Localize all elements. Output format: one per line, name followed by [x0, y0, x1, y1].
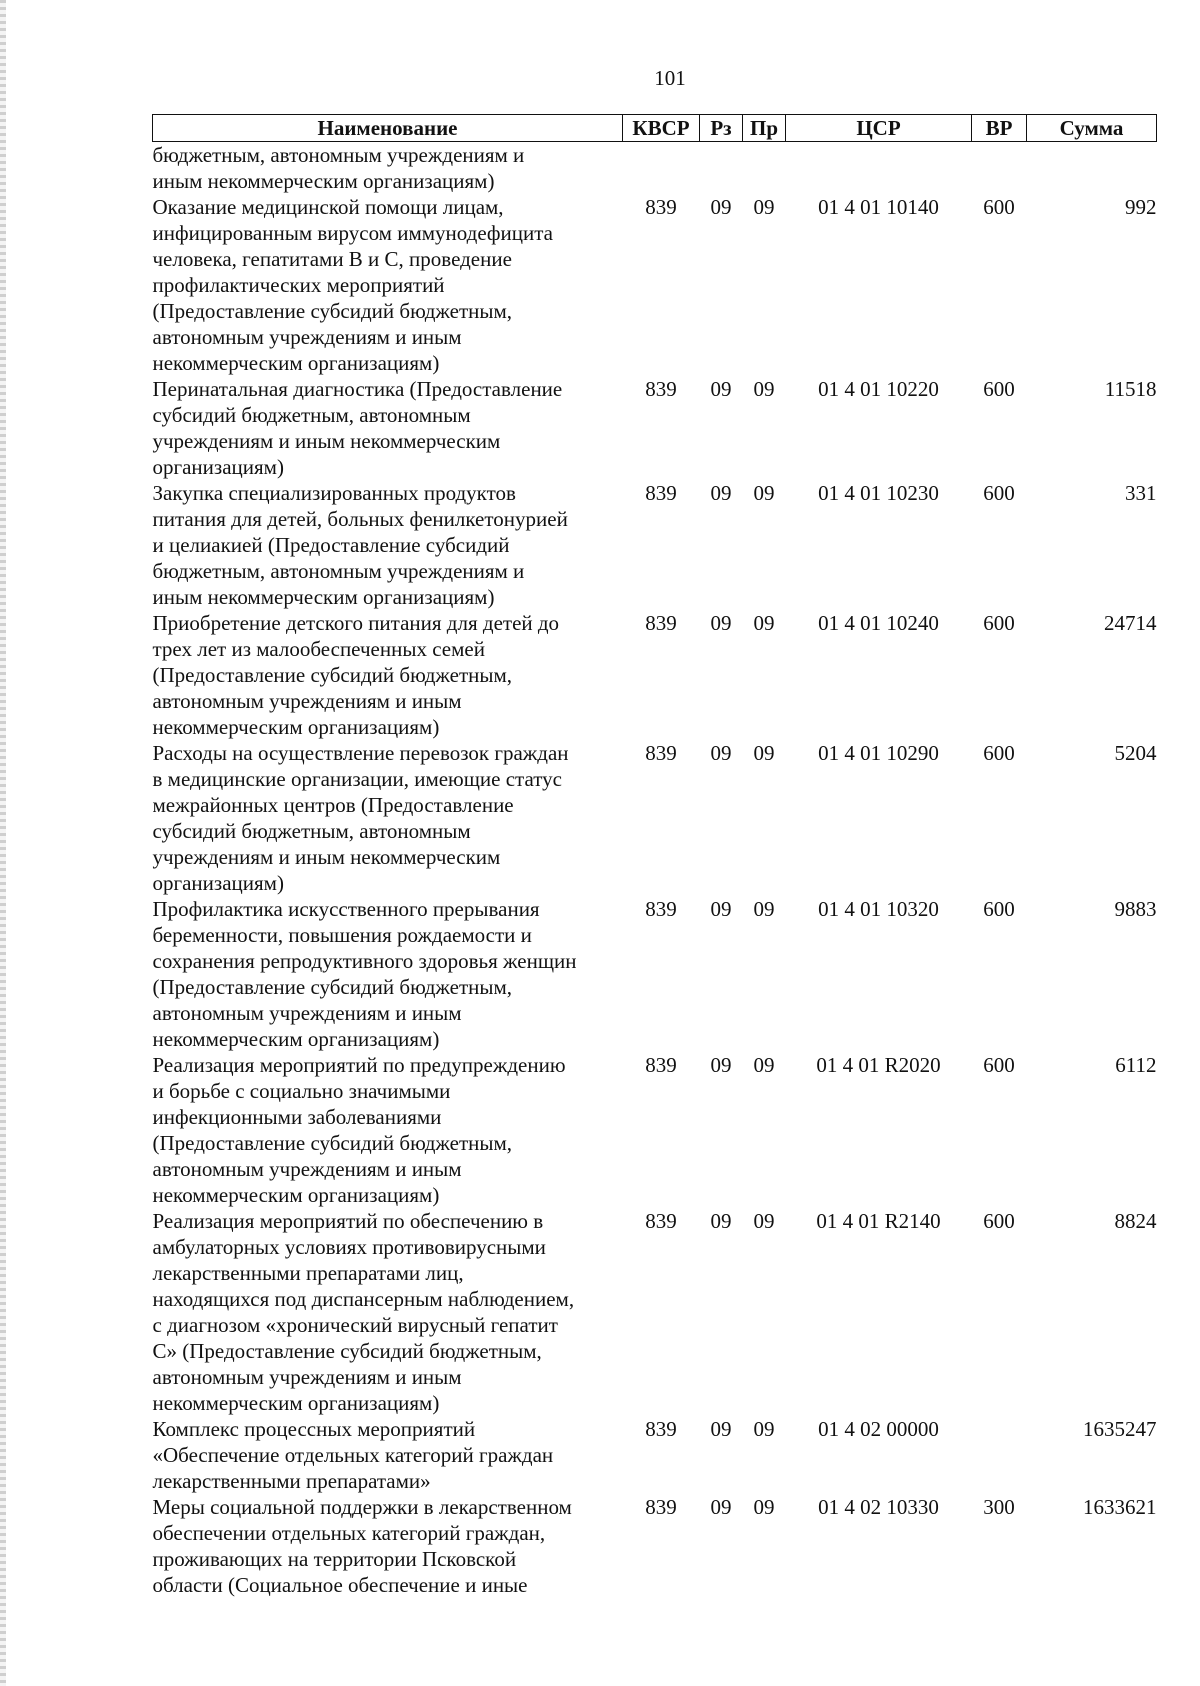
name-line: лекарственными препаратами»: [152, 1469, 431, 1493]
cell-vr: 600: [983, 1209, 1015, 1233]
cell-name: [153, 896, 623, 1052]
name-line: межрайонных центров (Предоставление: [152, 793, 514, 817]
name-line: (Предоставление субсидий бюджетным,: [152, 975, 513, 999]
cell-sum: 331: [1125, 481, 1157, 505]
cell-sum: 8824: [1114, 1209, 1157, 1233]
cell-csr: 01 4 01 10230: [818, 481, 939, 505]
cell-sum: 6112: [1115, 1053, 1157, 1077]
cell-sum: 24714: [1104, 611, 1157, 635]
cell-pr: 09: [753, 377, 775, 401]
cell-sum: 5204: [1114, 741, 1157, 765]
name-line: иным некоммерческим организациям): [152, 585, 495, 609]
cell-kvsr: 839: [645, 1209, 677, 1233]
name-line: обеспечении отдельных категорий граждан,: [152, 1521, 546, 1545]
cell-kvsr: 839: [645, 741, 677, 765]
name-line: автономным учреждениям и иным: [152, 1365, 462, 1389]
header-kvsr: КВСР: [623, 115, 700, 142]
name-line: субсидий бюджетным, автономным: [152, 403, 471, 427]
name-line: профилактических мероприятий: [152, 273, 445, 297]
name-line: сохранения репродуктивного здоровья женщин: [152, 949, 577, 973]
cell-sum: 1635247: [1083, 1417, 1157, 1441]
name-line: с диагнозом «хронический вирусный гепатит: [152, 1313, 558, 1337]
cell-csr: 01 4 01 10140: [818, 195, 939, 219]
name-line: Перинатальная диагностика (Предоставление: [152, 377, 563, 401]
name-line: С» (Предоставление субсидий бюджетным,: [152, 1339, 542, 1363]
table-row: [153, 376, 1157, 480]
cell-pr: 09: [753, 611, 775, 635]
name-line: беременности, повышения рождаемости и: [152, 923, 532, 947]
cell-rz: 09: [710, 377, 732, 401]
name-line: некоммерческим организациям): [152, 1183, 440, 1207]
name-line: инфекционными заболеваниями: [152, 1105, 442, 1129]
cell-sum: 9883: [1114, 897, 1157, 921]
name-line: и борьбе с социально значимыми: [152, 1079, 451, 1103]
name-line: Реализация мероприятий по предупреждению: [152, 1053, 566, 1077]
cell-vr: [972, 1416, 1027, 1494]
cell-kvsr: 839: [645, 1495, 677, 1519]
name-line: Профилактика искусственного прерывания: [152, 897, 540, 921]
table-body: [153, 142, 1157, 1599]
name-line: бюджетным, автономным учреждениям и: [152, 143, 525, 167]
cell-pr: 09: [753, 1495, 775, 1519]
cell-name: [153, 1052, 623, 1208]
cell-pr: 09: [753, 1209, 775, 1233]
cell-rz: 09: [710, 897, 732, 921]
cell-name: [153, 480, 623, 610]
cell-pr: [743, 142, 786, 195]
cell-rz: 09: [710, 1053, 732, 1077]
table-row: [153, 1052, 1157, 1208]
cell-kvsr: 839: [645, 377, 677, 401]
scan-edge: [0, 0, 6, 1686]
header-pr: Пр: [743, 115, 786, 142]
name-line: иным некоммерческим организациям): [152, 169, 495, 193]
cell-csr: 01 4 01 10240: [818, 611, 939, 635]
cell-csr: [786, 142, 972, 195]
cell-name: [153, 194, 623, 376]
name-line: организациям): [152, 871, 284, 895]
cell-sum: [1027, 142, 1157, 195]
name-line: (Предоставление субсидий бюджетным,: [152, 1131, 513, 1155]
cell-vr: 600: [983, 741, 1015, 765]
name-line: области (Социальное обеспечение и иные: [152, 1573, 528, 1597]
cell-rz: 09: [710, 1209, 732, 1233]
table-header: [153, 115, 1157, 142]
cell-vr: 600: [983, 897, 1015, 921]
name-line: Приобретение детского питания для детей до: [152, 611, 560, 635]
name-line: некоммерческим организациям): [152, 715, 440, 739]
name-line: автономным учреждениям и иным: [152, 325, 462, 349]
header-vr: ВР: [972, 115, 1027, 142]
table-row: [153, 1416, 1157, 1494]
header-name: Наименование: [153, 115, 623, 142]
cell-vr: [972, 142, 1027, 195]
page-number: 101: [654, 66, 686, 90]
cell-name: [153, 1416, 623, 1494]
cell-vr: 600: [983, 1053, 1015, 1077]
table-row: [153, 610, 1157, 740]
cell-pr: 09: [753, 481, 775, 505]
cell-csr: 01 4 01 R2140: [816, 1209, 941, 1233]
name-line: субсидий бюджетным, автономным: [152, 819, 471, 843]
cell-name: [153, 1494, 623, 1598]
name-line: Закупка специализированных продуктов: [152, 481, 516, 505]
name-line: некоммерческим организациям): [152, 1027, 440, 1051]
cell-rz: 09: [710, 1495, 732, 1519]
header-sum: Сумма: [1027, 115, 1157, 142]
name-line: и целиакией (Предоставление субсидий: [152, 533, 510, 557]
cell-sum: 11518: [1104, 377, 1157, 401]
table-row: [153, 1494, 1157, 1598]
cell-rz: 09: [710, 481, 732, 505]
name-line: автономным учреждениям и иным: [152, 1157, 462, 1181]
name-line: Расходы на осуществление перевозок граждан: [152, 741, 569, 765]
cell-kvsr: 839: [645, 481, 677, 505]
cell-name: [153, 142, 623, 195]
name-line: некоммерческим организациям): [152, 1391, 440, 1415]
header-rz: Рз: [700, 115, 743, 142]
cell-csr: 01 4 01 10290: [818, 741, 939, 765]
name-line: питания для детей, больных фенилкетонурией: [152, 507, 568, 531]
cell-rz: [700, 142, 743, 195]
name-line: Реализация мероприятий по обеспечению в: [152, 1209, 544, 1233]
name-line: учреждениям и иным некоммерческим: [152, 845, 501, 869]
name-line: трех лет из малообеспеченных семей: [152, 637, 485, 661]
header-csr: ЦСР: [786, 115, 972, 142]
table-row: [153, 480, 1157, 610]
cell-kvsr: [623, 142, 700, 195]
cell-csr: 01 4 01 R2020: [816, 1053, 941, 1077]
name-line: (Предоставление субсидий бюджетным,: [152, 299, 513, 323]
name-line: «Обеспечение отдельных категорий граждан: [152, 1443, 554, 1467]
name-line: проживающих на территории Псковской: [152, 1547, 517, 1571]
name-line: в медицинские организации, имеющие статус: [152, 767, 562, 791]
table-row: [153, 194, 1157, 376]
cell-pr: 09: [753, 195, 775, 219]
cell-name: [153, 1208, 623, 1416]
name-line: находящихся под диспансерным наблюдением,: [152, 1287, 575, 1311]
name-line: амбулаторных условиях противовирусными: [152, 1235, 546, 1259]
cell-rz: 09: [710, 741, 732, 765]
cell-csr: 01 4 01 10320: [818, 897, 939, 921]
header-row: [153, 115, 1157, 142]
cell-kvsr: 839: [645, 1053, 677, 1077]
cell-vr: 600: [983, 195, 1015, 219]
name-line: лекарственными препаратами лиц,: [152, 1261, 464, 1285]
table-row: [153, 896, 1157, 1052]
table-row: [153, 740, 1157, 896]
name-line: (Предоставление субсидий бюджетным,: [152, 663, 513, 687]
cell-name: [153, 376, 623, 480]
cell-csr: 01 4 02 10330: [818, 1495, 939, 1519]
name-line: автономным учреждениям и иным: [152, 689, 462, 713]
cell-rz: 09: [710, 1417, 732, 1441]
cell-name: [153, 740, 623, 896]
name-line: учреждениям и иным некоммерческим: [152, 429, 501, 453]
cell-sum: 1633621: [1083, 1495, 1157, 1519]
name-line: некоммерческим организациям): [152, 351, 440, 375]
cell-pr: 09: [753, 897, 775, 921]
name-line: Меры социальной поддержки в лекарственном: [152, 1495, 572, 1519]
name-line: инфицированным вирусом иммунодефицита: [152, 221, 554, 245]
cell-rz: 09: [710, 195, 732, 219]
cell-pr: 09: [753, 741, 775, 765]
cell-vr: 600: [983, 611, 1015, 635]
cell-kvsr: 839: [645, 195, 677, 219]
name-line: автономным учреждениям и иным: [152, 1001, 462, 1025]
name-line: Оказание медицинской помощи лицам,: [152, 195, 504, 219]
cell-vr: 300: [983, 1495, 1015, 1519]
cell-name: [153, 610, 623, 740]
cell-pr: 09: [753, 1053, 775, 1077]
budget-table: [152, 114, 1157, 1598]
cell-csr: 01 4 01 10220: [818, 377, 939, 401]
cell-csr: 01 4 02 00000: [818, 1417, 939, 1441]
cell-vr: 600: [983, 481, 1015, 505]
cell-pr: 09: [753, 1417, 775, 1441]
cell-kvsr: 839: [645, 611, 677, 635]
name-line: Комплекс процессных мероприятий: [152, 1417, 476, 1441]
cell-kvsr: 839: [645, 897, 677, 921]
name-line: человека, гепатитами В и С, проведение: [152, 247, 512, 271]
cell-vr: 600: [983, 377, 1015, 401]
cell-rz: 09: [710, 611, 732, 635]
table-row: [153, 1208, 1157, 1416]
table-row: [153, 142, 1157, 195]
name-line: организациям): [152, 455, 284, 479]
name-line: бюджетным, автономным учреждениям и: [152, 559, 525, 583]
cell-kvsr: 839: [645, 1417, 677, 1441]
cell-sum: 992: [1125, 195, 1157, 219]
